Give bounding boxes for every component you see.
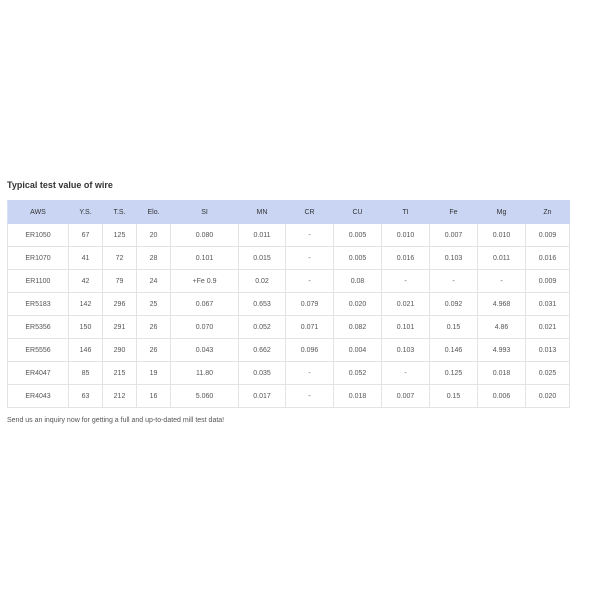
test-value-table bbox=[7, 200, 570, 408]
header-ti: TI bbox=[382, 201, 430, 224]
table-cell: 0.010 bbox=[478, 224, 526, 247]
table-cell: ER5356 bbox=[8, 316, 69, 339]
table-cell: 0.006 bbox=[478, 385, 526, 408]
header-aws: AWS bbox=[8, 201, 69, 224]
table-cell: 67 bbox=[69, 224, 103, 247]
table-cell: 150 bbox=[69, 316, 103, 339]
table-cell: 0.016 bbox=[526, 247, 570, 270]
table-cell: 0.020 bbox=[334, 293, 382, 316]
table-cell: 0.007 bbox=[430, 224, 478, 247]
table-cell: 4.968 bbox=[478, 293, 526, 316]
table-cell: 0.15 bbox=[430, 316, 478, 339]
table-cell: 0.013 bbox=[526, 339, 570, 362]
table-cell: 28 bbox=[137, 247, 171, 270]
table-cell: 5.060 bbox=[171, 385, 239, 408]
table-cell: 0.018 bbox=[478, 362, 526, 385]
header-cu: CU bbox=[334, 201, 382, 224]
table-row bbox=[8, 270, 570, 293]
table-row bbox=[8, 247, 570, 270]
table-cell: 0.004 bbox=[334, 339, 382, 362]
table-cell: 0.079 bbox=[286, 293, 334, 316]
header-elo: Elo. bbox=[137, 201, 171, 224]
table-cell: 0.101 bbox=[171, 247, 239, 270]
table-cell: 215 bbox=[103, 362, 137, 385]
table-cell: ER5556 bbox=[8, 339, 69, 362]
table-cell: 0.662 bbox=[239, 339, 286, 362]
table-cell: 0.052 bbox=[334, 362, 382, 385]
header-cr: CR bbox=[286, 201, 334, 224]
table-cell: 0.043 bbox=[171, 339, 239, 362]
table-cell: 16 bbox=[137, 385, 171, 408]
table-cell: 0.016 bbox=[382, 247, 430, 270]
table-cell: 0.080 bbox=[171, 224, 239, 247]
table-cell: 85 bbox=[69, 362, 103, 385]
table-cell: 0.653 bbox=[239, 293, 286, 316]
table-cell: - bbox=[286, 362, 334, 385]
table-cell: 19 bbox=[137, 362, 171, 385]
table-cell: 26 bbox=[137, 316, 171, 339]
table-cell: 0.070 bbox=[171, 316, 239, 339]
table-cell: 24 bbox=[137, 270, 171, 293]
table-cell: 0.007 bbox=[382, 385, 430, 408]
table-cell: 0.02 bbox=[239, 270, 286, 293]
table-cell: 291 bbox=[103, 316, 137, 339]
table-cell: 0.092 bbox=[430, 293, 478, 316]
table-cell: 20 bbox=[137, 224, 171, 247]
table-cell: 0.067 bbox=[171, 293, 239, 316]
header-zn: Zn bbox=[526, 201, 570, 224]
table-cell: - bbox=[286, 224, 334, 247]
table-cell: 72 bbox=[103, 247, 137, 270]
table-cell: 11.80 bbox=[171, 362, 239, 385]
table-cell: - bbox=[382, 270, 430, 293]
table-cell: ER4043 bbox=[8, 385, 69, 408]
table-cell: 0.125 bbox=[430, 362, 478, 385]
table-row bbox=[8, 385, 570, 408]
table-header-row bbox=[8, 201, 570, 224]
table-cell: ER1070 bbox=[8, 247, 69, 270]
table-cell: 142 bbox=[69, 293, 103, 316]
header-mn: MN bbox=[239, 201, 286, 224]
table-cell: 26 bbox=[137, 339, 171, 362]
table-cell: 0.103 bbox=[430, 247, 478, 270]
table-cell: 0.009 bbox=[526, 224, 570, 247]
table-row bbox=[8, 224, 570, 247]
table-cell: 0.052 bbox=[239, 316, 286, 339]
header-fe: Fe bbox=[430, 201, 478, 224]
table-cell: 25 bbox=[137, 293, 171, 316]
table-cell: 0.021 bbox=[382, 293, 430, 316]
header-mg: Mg bbox=[478, 201, 526, 224]
table-cell: 63 bbox=[69, 385, 103, 408]
table-cell: 296 bbox=[103, 293, 137, 316]
table-cell: 212 bbox=[103, 385, 137, 408]
table-cell: 0.005 bbox=[334, 224, 382, 247]
table-cell: 125 bbox=[103, 224, 137, 247]
table-row bbox=[8, 293, 570, 316]
table-cell: 0.009 bbox=[526, 270, 570, 293]
table-row bbox=[8, 339, 570, 362]
header-ys: Y.S. bbox=[69, 201, 103, 224]
table-cell: 290 bbox=[103, 339, 137, 362]
table-cell: 0.031 bbox=[526, 293, 570, 316]
table-cell: 0.08 bbox=[334, 270, 382, 293]
table-cell: 41 bbox=[69, 247, 103, 270]
header-si: SI bbox=[171, 201, 239, 224]
table-cell: 0.017 bbox=[239, 385, 286, 408]
header-ts: T.S. bbox=[103, 201, 137, 224]
table-cell: 0.015 bbox=[239, 247, 286, 270]
table-cell: 0.15 bbox=[430, 385, 478, 408]
table-cell: 0.082 bbox=[334, 316, 382, 339]
table-cell: - bbox=[286, 270, 334, 293]
table-cell: 146 bbox=[69, 339, 103, 362]
table-cell: +Fe 0.9 bbox=[171, 270, 239, 293]
table-cell: 0.103 bbox=[382, 339, 430, 362]
table-cell: 0.146 bbox=[430, 339, 478, 362]
table-cell: ER1050 bbox=[8, 224, 69, 247]
table-title: Typical test value of wire bbox=[7, 180, 113, 190]
table-cell: 79 bbox=[103, 270, 137, 293]
table-cell: 0.018 bbox=[334, 385, 382, 408]
table-cell: 0.021 bbox=[526, 316, 570, 339]
table-cell: 0.025 bbox=[526, 362, 570, 385]
table-row bbox=[8, 316, 570, 339]
table-cell: ER1100 bbox=[8, 270, 69, 293]
footnote-text: Send us an inquiry now for getting a full and up-to-dated mill test data! bbox=[7, 417, 225, 424]
table-cell: 0.020 bbox=[526, 385, 570, 408]
table-cell: 0.096 bbox=[286, 339, 334, 362]
table-row bbox=[8, 362, 570, 385]
table-cell: 0.005 bbox=[334, 247, 382, 270]
table-cell: 42 bbox=[69, 270, 103, 293]
table-cell: 0.011 bbox=[478, 247, 526, 270]
table-cell: 0.101 bbox=[382, 316, 430, 339]
table-cell: 0.035 bbox=[239, 362, 286, 385]
table-cell: 0.011 bbox=[239, 224, 286, 247]
table-cell: ER5183 bbox=[8, 293, 69, 316]
table-cell: - bbox=[478, 270, 526, 293]
table-cell: - bbox=[286, 385, 334, 408]
table-cell: 0.071 bbox=[286, 316, 334, 339]
table-cell: ER4047 bbox=[8, 362, 69, 385]
table-cell: - bbox=[430, 270, 478, 293]
table-cell: - bbox=[286, 247, 334, 270]
table-cell: 4.993 bbox=[478, 339, 526, 362]
table-cell: - bbox=[382, 362, 430, 385]
table-cell: 4.86 bbox=[478, 316, 526, 339]
table-cell: 0.010 bbox=[382, 224, 430, 247]
